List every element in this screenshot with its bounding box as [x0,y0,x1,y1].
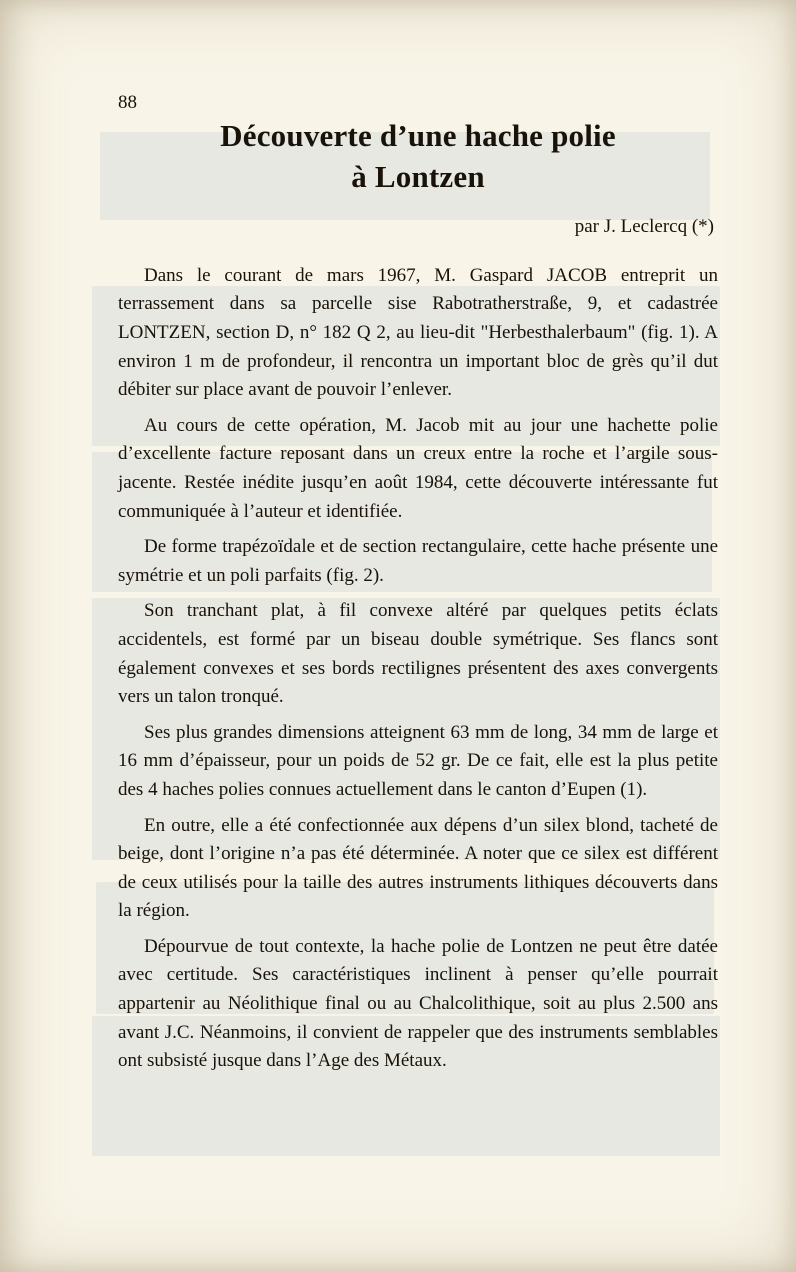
paragraph: Ses plus grandes dimensions atteignent 63 mm de long, 34 mm de large et 16 mm d’épaisseur, pour un poids de 52 gr. De ce fait, elle est la plus petite des 4 haches polies connues actuellement dans le canton d’Eupen (1). [118,721,718,800]
paragraph: Dépourvue de tout contexte, la hache polie de Lontzen ne peut être datée avec certitude. Ses caractéristiques inclinent à penser qu’elle pourrait appartenir au Néolithique final ou au Chalcolithique, soit au plus 2.500 ans avant J.C. Néanmoins, il convient de rappeler que des instruments semblables ont subsisté jusque dans l’Age des Métaux. [118,935,718,1072]
byline: par J. Leclercq (*) [574,215,714,237]
article-title-line2: à Lontzen [351,158,485,194]
paragraph: Dans le courant de mars 1967, M. Gaspard JACOB entreprit un terrassement dans sa parcelle sise Rabotratherstraße, 9, et cadastrée LONTZEN, section D, n° 182 Q 2, au lieu-dit "Herbesthalerbaum" (fig. 1). A environ 1 m de profondeur, il rencontra un important bloc de grès qu’il dut débiter sur place avant de pouvoir l’enlever. [118,264,718,401]
article-title-line1: Découverte d’une hache polie [220,118,616,153]
article-title [118,116,718,198]
paragraph: En outre, elle a été confectionnée aux dépens d’un silex blond, tacheté de beige, dont l’origine n’a pas été déterminée. A noter que ce silex est différent de ceux utilisés pour la taille des autres instruments lithiques découverts dans la région. [118,814,718,922]
article-content [118,92,718,1083]
paragraph: Son tranchant plat, à fil convexe altéré par quelques petits éclats accidentels, est formé par un biseau double symétrique. Ses flancs sont également convexes et ses bords rectilignes présentent des axes convergents vers un talon tronqué. [118,600,718,708]
article-body [118,262,718,1076]
paragraph: Au cours de cette opération, M. Jacob mit au jour une hachette polie d’excellente facture reposant dans un creux entre la roche et l’argile sous-jacente. Restée inédite jusqu’en août 1984, cette découverte intéressante fut communiquée à l’auteur et identifiée. [118,414,718,522]
paragraph: De forme trapézoïdale et de section rectangulaire, cette hache présente une symétrie et un poli parfaits (fig. 2). [118,536,718,586]
page-number: 88 [118,92,137,113]
